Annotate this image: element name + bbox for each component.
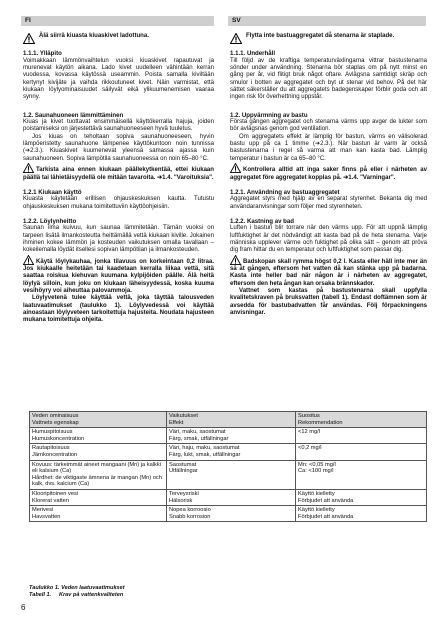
paragraph-heating-1: Kiuas ja kivet tuottavat ensimmäisellä käyttökerralla hajuja, joiden poistamiseksi on järjestettävä saunahuoneeseen hyvä tuuletus.	[23, 119, 214, 133]
warning-icon	[230, 255, 241, 265]
paragraph-usage: Kiuasta käytetään erillisen ohjauskeskuksen kautta. Tutustu ohjauskeskuksen mukana toimitettuviin käyttöohjeisiin.	[23, 196, 214, 210]
swedish-column	[230, 33, 427, 317]
language-header-sv: SV	[228, 16, 426, 26]
table-cell: Käyttö kielletty Förbjudet att använda	[296, 489, 427, 505]
section-title-maintenance: 1.1.1. Ylläpito	[23, 50, 62, 58]
paragraph-bad-2: Vattnet som kastas på bastustenarna skall uppfylla kvalitetskraven på bruksvatten (tabell 1). Endast doftämnen som är avsedda för bastubadvatten får användas. Följ förpackningens anvisningar.	[230, 287, 427, 316]
table-header-row	[30, 412, 427, 428]
paragraph-maintenance: Voimakkaan lämmönvaihtelun vuoksi kiuaskivet rapautuvat ja murenevat käytön aikana. Lado kivet uudelleen vähintään kerran vuodessa, kovassa käytössä useammin. Poista samalla kiviltään kertynyt kivijäte ja vaihda rikkoutuneet kivet. Näin varmistat, että kiukaan löylyominaisuudet säilyvät eikä ylikuumenemisen vaaraa synny.	[23, 57, 214, 101]
table-row	[30, 444, 427, 460]
table-cell: Humuspitoisuus Humuskoncentration	[30, 428, 167, 444]
warning-text: Kontrollera alltid att inga saker finns på eller i närheten av aggregatet före aggregatet kopplas på. ➔1.4. "Varningar".	[230, 167, 427, 181]
paragraph-heating-2: Jos kiuas on teholtaan sopiva saunahuoneeseen, hyvin lämpöeristetty saunahuone lämpenee käyttökuntoon noin tunnissa (➔2.3.). Kiuaskivet kuumenevat yleensä samassa ajassa kuin saunahuoneen. Sopiva lämpötila saunahuoneessa on noin 65–80 °C.	[23, 133, 214, 162]
page-number: 6	[21, 603, 26, 612]
warning-stones-fi	[23, 33, 214, 40]
table-cell: Merivesi Havsvatten	[30, 506, 167, 522]
water-quality-table	[29, 411, 427, 522]
table-row	[30, 460, 427, 489]
table-cell: Klooripitoinen vesi Klorerat vatten	[30, 489, 167, 505]
table-row	[30, 506, 427, 522]
table-row	[30, 428, 427, 444]
table-cell: Mn: <0,05 mg/l Ca: <100 mg/l	[296, 460, 427, 489]
warning-icon	[230, 33, 242, 44]
warning-icon	[23, 255, 34, 265]
warning-ladle-sv	[230, 255, 427, 288]
paragraph-bad-1: Luften i bastun blir torrare när den värms upp. För att uppnå lämplig luftfuktighet är det nödvändigt att kasta bad på de heta stenarna. Varje människa upplever värme och fuktighet på olika sätt – genom att pröva dig fram hittar du en temperatur och luftfuktighet som passar dig.	[230, 225, 427, 254]
warning-text: Käytä löylykauhaa, jonka tilavuus on korkeintaan 0,2 litraa. Jos kiukaalle heitetään tai kaadetaan kerralla liikaa vettä, sitä saattaa roiskua kiehuvan kuumana kylpijöiden päälle. Älä heitä löylyä silloin, kun joku on kiukaan läheisyydessä, koska kuuma vesihöyry voi aiheuttaa palovammoja.	[23, 258, 214, 294]
language-header-fi: FI	[21, 16, 214, 26]
table-header-cell: Vaikutukset Effekt	[167, 412, 296, 428]
paragraph-maintenance: Till följd av de kraftiga temperaturväxlingarna vittrar bastustenarna sönder under användning. Stenarna bör staplas om på nytt minst en gång per år, vid flitigt bruk något oftare. Avlägsna samtidigt skräp och smulor i botten av aggregatet och byt ut stenar vid behov. På det här sättet säkerställer du att aggregatets badegenskaper förblir goda och att ingen risk för överhettning uppstår.	[230, 57, 427, 101]
paragraph-usage: Aggregatet styrs med hjälp av en separat styrenhet. Bekanta dig med användaranvisningar som följer med styrenheten.	[230, 196, 427, 210]
warning-text: Badskopan skall rymma högst 0,2 l. Kasta eller häll inte mer än så åt gången, eftersom het vatten då kan stänka upp på badarna. Kasta inte heller bad när någon är i närheten av aggregatet, eftersom den heta ångan kan orsaka brännskador.	[230, 258, 427, 287]
table-header-cell: Veden ominaisuus Vattnets egenskap	[30, 412, 167, 428]
warning-text: Älä siirrä kiuasta kiuaskivet ladottuna.	[39, 33, 149, 39]
section-title-heating: 1.2. Uppvärmning av bastu	[230, 111, 308, 119]
section-title-maintenance: 1.1.1. Underhåll	[230, 50, 276, 58]
table-cell: Nopea korroosio Snabb korrosion	[167, 506, 296, 522]
table-cell: Kovuus: tärkeimmät aineet mangaani (Mn) ja kalkki eli kalsium (Ca) Hårdhet: de viktigaste ämnena är mangan (Mn) och kalk, dvs. kalcium (Ca)	[30, 460, 167, 489]
section-title-usage: 1.2.1. Användning av bastuaggregatet	[230, 188, 340, 196]
warning-ladle-fi	[23, 255, 214, 296]
warning-text: Flytta inte bastuaggregatet då stenarna är staplade.	[246, 33, 395, 39]
table-cell: <0,2 mg/l	[296, 444, 427, 460]
paragraph-loyly-2: Löylyvetenä tulee käyttää vettä, joka täyttää talousveden laatuvaatimukset (taulukko 1). Löylyvedessä voi käyttää ainoastaan löylyveteen tarkoitettuja hajusteita. Noudata hajusteen mukana toimitettuja ohjeita.	[23, 295, 214, 324]
table-cell: Väri, haju, maku, saostumat Färg, lukt, smak, utfällningar	[167, 444, 296, 460]
table-caption	[29, 585, 125, 598]
table-caption-fi: Taulukko 1. Veden laatuvaatimukset	[29, 585, 125, 591]
table-cell: <12 mg/l	[296, 428, 427, 444]
table-cell: Rautapitoisuus Järnkoncentration	[30, 444, 167, 460]
warning-icon	[23, 33, 35, 44]
paragraph-heating-1: Första gången aggregatet och stenarna värms upp avger de lukter som bör avlägsnas genom god ventilation.	[230, 119, 427, 133]
warning-stones-sv	[230, 33, 427, 40]
table-caption-sv: Tabell 1. Krav på vattenkvaliteten	[29, 591, 124, 598]
table-row	[30, 489, 427, 505]
warning-icon	[23, 163, 34, 173]
table-cell: Väri, maku, saostumat Färg, smak, utfällningar	[167, 428, 296, 444]
table-cell: Saostumat Utfällningar	[167, 460, 296, 489]
section-title-usage: 1.2.1 Kiukaan käyttö	[23, 188, 82, 196]
table-cell: Käyttö kielletty Förbjudet att använda	[296, 506, 427, 522]
warning-text: Tarkista aina ennen kiukaan päällekytkentää, ettei kiukaan päällä tai lähietäisyydellä ole mitään tavaroita. ➔1.4. "Varoituksia".	[23, 167, 214, 181]
warning-check-heater-fi	[23, 163, 214, 182]
section-title-heating: 1.2. Saunahuoneen lämmittäminen	[23, 111, 124, 119]
paragraph-loyly-1: Saunan ilma kuivuu, kun saunaa lämmitetään. Tämän vuoksi on tarpeen lisätä ilmankosteutta heittämällä vettä kiukaan kiville. Jokainen ihminen kokee lämmön ja kosteuden vaikutuksen omalla tavallaan – kokeilemalla löydät itsellesi sopivan lämpötilan ja ilmankosteuden.	[23, 225, 214, 254]
warning-check-heater-sv	[230, 163, 427, 182]
section-title-bad: 1.2.2. Kastning av bad	[230, 217, 295, 225]
warning-icon	[230, 163, 241, 173]
table-cell: Terveysriski Hälsorisk	[167, 489, 296, 505]
paragraph-heating-2: Om aggregatets effekt är lämplig för bastun, värms en välisolerad bastu upp på ca 1 timme (➔2.3.). När bastun är varm är också bastustenarna i regel så varma att man kan kasta bad. Lämplig temperatur i bastun är ca 65–80 °C.	[230, 133, 427, 162]
table-header-cell: Suositus Rekommendation	[296, 412, 427, 428]
section-title-loyly: 1.2.2. Löylynheitto	[23, 217, 77, 225]
finnish-column	[23, 33, 214, 325]
